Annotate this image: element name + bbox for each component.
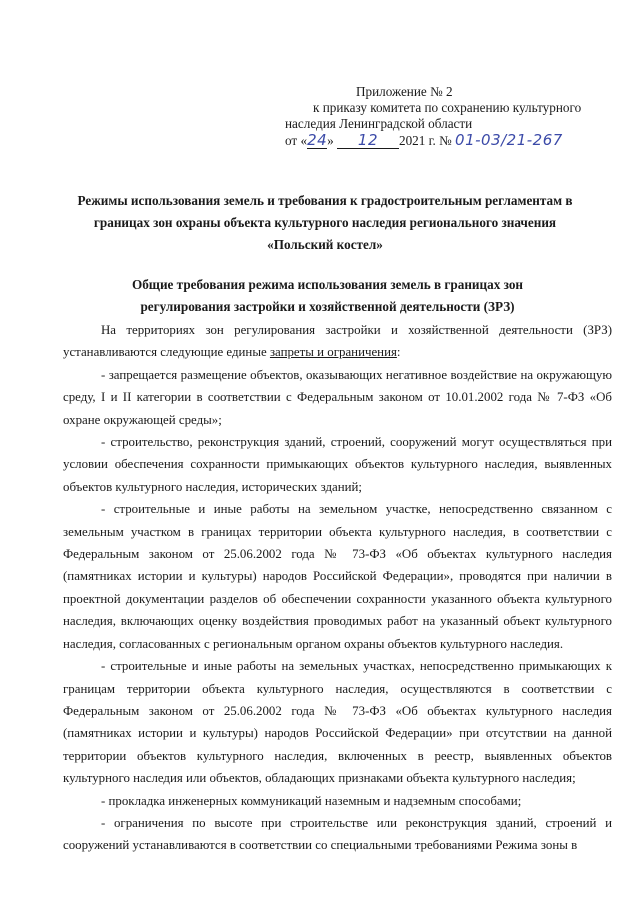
document-title: Режимы использования земель и требования к градостроительным регламентам в границах зон охраны объекта культурного наследия регионального значения «Польский костел»	[77, 193, 573, 252]
list-item: - запрещается размещение объектов, оказывающих негативное воздействие на окружающую среду, I и II категории в соответствии с Федеральным законом от 10.01.2002 года № 7-ФЗ «Об охране окружающей среды»;	[63, 367, 612, 427]
date-year: 2021 г. №	[398, 133, 452, 148]
intro-text: На территориях зон регулирования застройки и хозяйственной деятельности (ЗРЗ) устанавливаются следующие единые	[63, 323, 612, 360]
date-mid: »	[327, 133, 334, 148]
handwritten-number: 01-03/21-267	[455, 131, 563, 149]
list-item: - строительство, реконструкция зданий, строений, сооружений могут осуществляться при условии обеспечения сохранности примыкающих объектов культурного наследия, выявленных объектов культурного наследия, исторических зданий;	[63, 435, 612, 494]
date-prefix: от «	[285, 133, 308, 148]
section-heading: Общие требования режима использования земель в границах зон регулирования застройки и хозяйственной деятельности (ЗРЗ)	[131, 277, 524, 314]
appendix-number: Приложение № 2	[356, 84, 453, 99]
document-body	[63, 319, 612, 857]
list-item: - ограничения по высоте при строительстве или реконструкция зданий, строений и сооружений устанавливаются в соответствии со специальными требованиями Режима зоны в	[63, 815, 612, 853]
handwritten-month: 12	[337, 132, 399, 149]
handwritten-day: 24	[307, 131, 328, 149]
appendix-committee-line: наследия Ленинградской области	[285, 116, 473, 131]
intro-paragraph	[63, 319, 612, 364]
list-item: - прокладка инженерных коммуникаций наземным и надземным способами;	[101, 793, 522, 808]
appendix-header	[285, 84, 581, 149]
list-item: - строительные и иные работы на земельных участках, непосредственно примыкающих к границам территории объекта культурного наследия, осуществляются в соответствии с Федеральным законом от 25.06.2002 года № 73-ФЗ «Об объектах культурного наследия (памятниках истории и культуры) народов Российской Федерации» при отсутствии на данной территории объектов культурного наследия, включенных в реестр, выявленных объектов культурного наследия или объектов, обладающих признаками объекта культурного наследия;	[63, 659, 612, 786]
intro-colon: :	[396, 345, 401, 360]
appendix-date-line	[285, 132, 581, 149]
list-item: - строительные и иные работы на земельном участке, непосредственно связанном с земельным участком в границах территории объекта культурного наследия, в соответствии с Федеральным законом от 25.06.2002 года № 73-ФЗ «Об объектах культурного наследия (памятниках истории и культуры) народов Российской Федерации», проводятся при наличии в проектной документации разделов об обеспечении сохранности указанного объекта культурного наследия, включающих оценку воздействия проводимых работ на указанный объект культурного наследия, согласованных с региональным органом охраны объектов культурного наследия.	[63, 502, 612, 651]
underlined-term: запреты и ограничения	[269, 345, 397, 360]
appendix-order-line: к приказу комитета по сохранению культурного	[313, 100, 582, 115]
